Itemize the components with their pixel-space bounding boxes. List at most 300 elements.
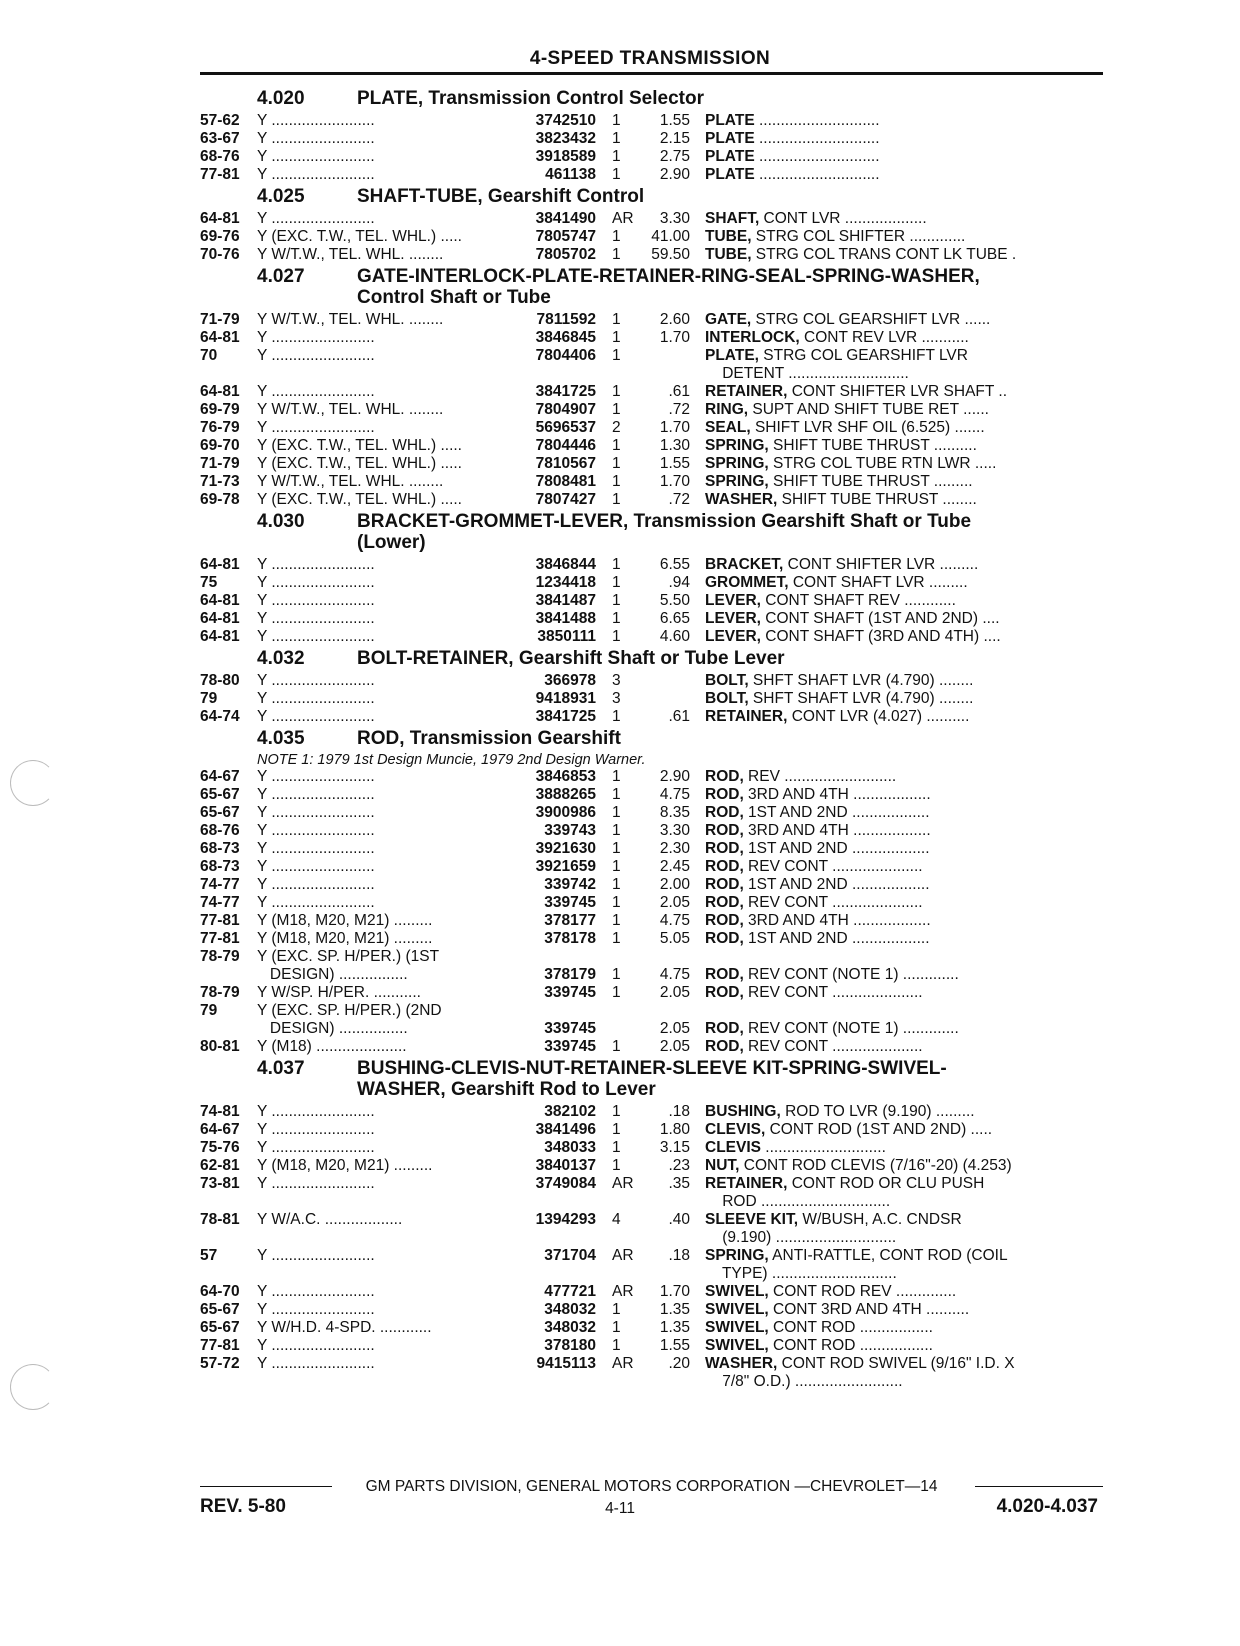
footer-page-number: 4-11 xyxy=(605,1500,635,1517)
description-text: SHFT SHAFT LVR (4.790) ........ xyxy=(748,690,974,707)
part-number: 339745 xyxy=(544,984,596,1001)
price: 2.05 xyxy=(659,894,690,911)
section-title: ROD, Transmission Gearshift xyxy=(357,728,621,749)
application: Y W/T.W., TEL. WHL. ........ xyxy=(257,311,444,328)
parts-row xyxy=(200,1002,1105,1020)
section-header xyxy=(200,88,1105,109)
description-text: CONT SHIFTER LVR SHAFT .. xyxy=(787,383,1008,400)
description xyxy=(690,383,1050,401)
description xyxy=(690,311,1050,329)
description xyxy=(690,930,1050,948)
parts-row xyxy=(200,228,1105,246)
description-text: REV CONT ..................... xyxy=(743,894,923,911)
part-number: 477721 xyxy=(544,1283,596,1300)
quantity xyxy=(596,365,636,383)
part-number: 3840137 xyxy=(535,1157,596,1174)
part-number: 1234418 xyxy=(535,574,596,591)
model-years xyxy=(200,1373,257,1391)
model-years: 79 xyxy=(200,690,218,707)
description xyxy=(690,1038,1050,1056)
description-text: CONT SHAFT REV ............ xyxy=(760,592,956,609)
model-years: 71-73 xyxy=(200,473,240,490)
parts-row xyxy=(200,401,1105,419)
model-years xyxy=(200,1020,257,1038)
description-text: ROD TO LVR (9.190) ......... xyxy=(780,1103,975,1120)
part-number: 378178 xyxy=(544,930,596,947)
price: .20 xyxy=(668,1355,690,1372)
model-years: 64-81 xyxy=(200,592,240,609)
section-number: 4.030 xyxy=(257,511,305,532)
description-text: ............................ xyxy=(760,1139,886,1156)
application xyxy=(257,1193,510,1211)
part-number: 3742510 xyxy=(535,112,596,129)
application: Y W/A.C. .................. xyxy=(257,1211,403,1228)
price: .23 xyxy=(668,1157,690,1174)
description-text: SHFT SHAFT LVR (4.790) ........ xyxy=(748,672,974,689)
part-number: 3749084 xyxy=(535,1175,596,1192)
part-number xyxy=(510,1265,596,1283)
description-noun: PLATE xyxy=(705,112,755,129)
description-noun: SHAFT, xyxy=(705,210,760,227)
description xyxy=(690,166,1050,184)
parts-row xyxy=(200,556,1105,574)
description-text: CONT ROD ................. xyxy=(768,1319,933,1336)
quantity: 1 xyxy=(612,840,621,857)
part-number: 7804406 xyxy=(535,347,596,364)
quantity: 1 xyxy=(612,347,621,364)
application: Y (M18) ..................... xyxy=(257,1038,407,1055)
description xyxy=(690,840,1050,858)
parts-row xyxy=(200,786,1105,804)
model-years xyxy=(200,1265,257,1283)
quantity: 1 xyxy=(612,804,621,821)
description xyxy=(690,1301,1050,1319)
parts-row xyxy=(200,1175,1105,1193)
price xyxy=(636,1002,690,1020)
part-number: 3841496 xyxy=(535,1121,596,1138)
section-title: SHAFT-TUBE, Gearshift Control xyxy=(357,186,645,207)
application: Y ........................ xyxy=(257,858,375,875)
parts-row xyxy=(200,966,1105,984)
part-number: 3841725 xyxy=(535,708,596,725)
parts-row xyxy=(200,1355,1105,1373)
page-title: 4-SPEED TRANSMISSION xyxy=(529,48,771,69)
application xyxy=(257,1229,510,1247)
price: 1.30 xyxy=(659,437,690,454)
price: 1.35 xyxy=(659,1319,690,1336)
application: Y ........................ xyxy=(257,148,375,165)
model-years: 64-70 xyxy=(200,1283,240,1300)
part-number: 3846845 xyxy=(535,329,596,346)
description-text: REV CONT (NOTE 1) ............. xyxy=(743,966,959,983)
quantity: 1 xyxy=(612,148,621,165)
price: 2.45 xyxy=(659,858,690,875)
model-years: 62-81 xyxy=(200,1157,240,1174)
model-years: 75 xyxy=(200,574,218,591)
application: Y ........................ xyxy=(257,672,375,689)
description xyxy=(690,437,1050,455)
model-years: 64-67 xyxy=(200,1121,240,1138)
section-number: 4.032 xyxy=(257,648,305,669)
part-number: 339745 xyxy=(544,1038,596,1055)
description xyxy=(690,1373,1050,1391)
description-text: ROD .............................. xyxy=(705,1193,891,1210)
parts-row xyxy=(200,347,1105,365)
part-number: 7810567 xyxy=(535,455,596,472)
description xyxy=(690,1002,1050,1020)
price xyxy=(636,365,690,383)
description-text: STRG COL TUBE RTN LWR ..... xyxy=(768,455,997,472)
description-text: CONT LVR (4.027) .......... xyxy=(787,708,970,725)
part-number: 5696537 xyxy=(535,419,596,436)
description-text: 3RD AND 4TH .................. xyxy=(743,786,931,803)
description xyxy=(690,690,1050,708)
section-note: NOTE 1: 1979 1st Design Muncie, 1979 2nd Design Warner. xyxy=(257,752,646,768)
description-text: STRG COL GEARSHIFT LVR ...... xyxy=(751,311,991,328)
description-noun: ROD, xyxy=(705,858,744,875)
quantity: 1 xyxy=(612,1121,621,1138)
description xyxy=(690,592,1050,610)
application: Y ........................ xyxy=(257,708,375,725)
description-text: SUPT AND SHIFT TUBE RET ...... xyxy=(748,401,989,418)
model-years: 64-81 xyxy=(200,610,240,627)
parts-row xyxy=(200,329,1105,347)
application: Y W/H.D. 4-SPD. ............ xyxy=(257,1319,432,1336)
model-years: 65-67 xyxy=(200,804,240,821)
price: 41.00 xyxy=(651,228,690,245)
quantity: AR xyxy=(612,1175,634,1192)
price: 1.55 xyxy=(659,455,690,472)
description xyxy=(690,112,1050,130)
description xyxy=(690,858,1050,876)
application: DESIGN) ................ xyxy=(257,966,408,983)
description-noun: INTERLOCK, xyxy=(705,329,800,346)
description-noun: BUSHING, xyxy=(705,1103,781,1120)
description-text: 7/8" O.D.) ......................... xyxy=(705,1373,903,1390)
model-years xyxy=(200,1193,257,1211)
application: Y W/T.W., TEL. WHL. ........ xyxy=(257,401,444,418)
part-number: 7804446 xyxy=(535,437,596,454)
price: 2.05 xyxy=(659,1038,690,1055)
description xyxy=(690,574,1050,592)
description-noun: LEVER, xyxy=(705,628,761,645)
part-number: 3921659 xyxy=(535,858,596,875)
description-noun: SWIVEL, xyxy=(705,1301,769,1318)
description-noun: SPRING, xyxy=(705,437,769,454)
parts-row xyxy=(200,894,1105,912)
quantity: AR xyxy=(612,1283,634,1300)
application: Y ........................ xyxy=(257,329,375,346)
description-text: ANTI-RATTLE, CONT ROD (COIL xyxy=(768,1247,1008,1264)
application xyxy=(257,1373,510,1391)
application: Y (EXC. T.W., TEL. WHL.) ..... xyxy=(257,491,462,508)
quantity: 1 xyxy=(612,1038,621,1055)
parts-row xyxy=(200,592,1105,610)
part-number: 7811592 xyxy=(536,311,596,328)
description-text: SHIFT LVR SHF OIL (6.525) ....... xyxy=(750,419,985,436)
quantity: 1 xyxy=(612,329,621,346)
application: Y ........................ xyxy=(257,574,375,591)
description-noun: RETAINER, xyxy=(705,383,788,400)
model-years: 69-78 xyxy=(200,491,240,508)
price: 2.60 xyxy=(659,311,690,328)
section-number: 4.027 xyxy=(257,266,305,287)
quantity xyxy=(596,1265,636,1283)
part-number: 3900986 xyxy=(535,804,596,821)
parts-row xyxy=(200,628,1105,646)
description xyxy=(690,804,1050,822)
parts-row xyxy=(200,311,1105,329)
application: Y ........................ xyxy=(257,610,375,627)
description-text: CONT ROD REV .............. xyxy=(768,1283,957,1300)
model-years: 65-67 xyxy=(200,1319,240,1336)
description-noun: ROD, xyxy=(705,894,744,911)
description-text: 1ST AND 2ND .................. xyxy=(743,840,930,857)
model-years xyxy=(200,1229,257,1247)
description-noun: RETAINER, xyxy=(705,1175,788,1192)
part-number: 9418931 xyxy=(535,690,596,707)
model-years: 78-80 xyxy=(200,672,240,689)
model-years: 71-79 xyxy=(200,455,240,472)
section-title: PLATE, Transmission Control Selector xyxy=(357,88,704,109)
price: 2.05 xyxy=(659,1020,690,1037)
part-number: 382102 xyxy=(544,1103,596,1120)
quantity: 1 xyxy=(612,455,621,472)
quantity: 1 xyxy=(612,1157,621,1174)
model-years: 57-62 xyxy=(200,112,240,129)
price: 3.15 xyxy=(659,1139,690,1156)
model-years: 68-73 xyxy=(200,858,240,875)
section-title: GATE-INTERLOCK-PLATE-RETAINER-RING-SEAL-SPRING-WASHER, Control Shaft or Tube xyxy=(357,266,980,308)
part-number: 7805747 xyxy=(535,228,596,245)
price xyxy=(636,1373,690,1391)
description-text: W/BUSH, A.C. CNDSR xyxy=(798,1211,962,1228)
part-number xyxy=(510,948,596,966)
footer-publisher: GM PARTS DIVISION, GENERAL MOTORS CORPORATION —CHEVROLET—14 xyxy=(365,1478,938,1495)
price: .61 xyxy=(668,708,690,725)
model-years: 68-73 xyxy=(200,840,240,857)
description-noun: SWIVEL, xyxy=(705,1319,769,1336)
footer-revision: REV. 5-80 xyxy=(200,1496,286,1517)
parts-row xyxy=(200,984,1105,1002)
parts-row xyxy=(200,1211,1105,1229)
part-number: 3921630 xyxy=(535,840,596,857)
part-number: 3841487 xyxy=(535,592,596,609)
description-text: CONT ROD CLEVIS (7/16"-20) (4.253) xyxy=(739,1157,1012,1174)
price: 2.90 xyxy=(659,166,690,183)
model-years: 75-76 xyxy=(200,1139,240,1156)
description-noun: RETAINER, xyxy=(705,708,788,725)
description xyxy=(690,347,1050,365)
description-noun: SPRING, xyxy=(705,455,769,472)
header-rule xyxy=(200,72,1103,75)
description xyxy=(690,246,1050,264)
price: 4.60 xyxy=(659,628,690,645)
quantity: 1 xyxy=(612,1139,621,1156)
parts-row xyxy=(200,1157,1105,1175)
parts-row xyxy=(200,246,1105,264)
price: 3.30 xyxy=(659,210,690,227)
part-number: 3888265 xyxy=(535,786,596,803)
price: .72 xyxy=(668,401,690,418)
description-noun: NUT, xyxy=(705,1157,740,1174)
model-years: 70 xyxy=(200,347,218,364)
parts-row xyxy=(200,365,1105,383)
description-text: (9.190) ............................ xyxy=(705,1229,897,1246)
model-years: 69-76 xyxy=(200,228,240,245)
punch-hole-mark xyxy=(10,760,56,806)
quantity xyxy=(596,1002,636,1020)
price: 59.50 xyxy=(651,246,690,263)
description-noun: WASHER, xyxy=(705,491,778,508)
model-years xyxy=(200,365,257,383)
part-number: 3918589 xyxy=(535,148,596,165)
description xyxy=(690,1319,1050,1337)
price: 2.30 xyxy=(659,840,690,857)
application xyxy=(257,1265,510,1283)
price: 1.80 xyxy=(659,1121,690,1138)
description xyxy=(690,210,1050,228)
application xyxy=(257,365,510,383)
model-years: 68-76 xyxy=(200,148,240,165)
quantity: 1 xyxy=(612,592,621,609)
description xyxy=(690,491,1050,509)
model-years: 64-81 xyxy=(200,556,240,573)
model-years: 64-67 xyxy=(200,768,240,785)
parts-row xyxy=(200,912,1105,930)
application: Y ........................ xyxy=(257,383,375,400)
application: Y ........................ xyxy=(257,592,375,609)
parts-row xyxy=(200,876,1105,894)
description-noun: ROD, xyxy=(705,1020,744,1037)
parts-row xyxy=(200,1337,1105,1355)
application: Y ........................ xyxy=(257,768,375,785)
application: Y ........................ xyxy=(257,1301,375,1318)
parts-row xyxy=(200,1020,1105,1038)
description-noun: BOLT, xyxy=(705,672,749,689)
description-text: 1ST AND 2ND .................. xyxy=(743,930,930,947)
description xyxy=(690,148,1050,166)
quantity: 1 xyxy=(612,246,621,263)
price: 6.65 xyxy=(659,610,690,627)
parts-row xyxy=(200,948,1105,966)
parts-row xyxy=(200,1373,1105,1391)
price: 2.75 xyxy=(659,148,690,165)
description-noun: ROD, xyxy=(705,840,744,857)
part-number: 461138 xyxy=(545,166,596,183)
description-noun: BOLT, xyxy=(705,690,749,707)
description-noun: ROD, xyxy=(705,966,744,983)
description xyxy=(690,672,1050,690)
application: Y ........................ xyxy=(257,822,375,839)
application: Y ........................ xyxy=(257,1139,375,1156)
section-header xyxy=(200,511,1105,553)
quantity: 3 xyxy=(612,690,621,707)
section-number: 4.025 xyxy=(257,186,305,207)
application: Y ........................ xyxy=(257,166,375,183)
quantity: 1 xyxy=(612,473,621,490)
price: 5.50 xyxy=(659,592,690,609)
model-years: 70-76 xyxy=(200,246,240,263)
description-text: CONT 3RD AND 4TH .......... xyxy=(768,1301,970,1318)
description-text: CONT REV LVR ........... xyxy=(799,329,969,346)
application: Y ........................ xyxy=(257,840,375,857)
description-noun: TUBE, xyxy=(705,246,752,263)
quantity: 1 xyxy=(612,768,621,785)
description xyxy=(690,912,1050,930)
description-noun: LEVER, xyxy=(705,610,761,627)
quantity: AR xyxy=(612,1247,634,1264)
quantity: 1 xyxy=(612,1319,621,1336)
parts-row xyxy=(200,708,1105,726)
application: Y ........................ xyxy=(257,1103,375,1120)
description-noun: SEAL, xyxy=(705,419,751,436)
price: 2.15 xyxy=(659,130,690,147)
parts-row xyxy=(200,840,1105,858)
parts-row xyxy=(200,1139,1105,1157)
application: Y ........................ xyxy=(257,1247,375,1264)
application: Y (EXC. T.W., TEL. WHL.) ..... xyxy=(257,455,462,472)
application: Y (M18, M20, M21) ......... xyxy=(257,1157,433,1174)
application: Y ........................ xyxy=(257,1355,375,1372)
parts-row xyxy=(200,822,1105,840)
quantity: 1 xyxy=(612,130,621,147)
application: Y (EXC. T.W., TEL. WHL.) ..... xyxy=(257,437,462,454)
part-number xyxy=(510,1229,596,1247)
description-noun: WASHER, xyxy=(705,1355,778,1372)
description-text: REV .......................... xyxy=(743,768,897,785)
application: Y (EXC. SP. H/PER.) (2ND xyxy=(257,1002,442,1019)
punch-hole-mark xyxy=(10,1364,56,1410)
application: Y ........................ xyxy=(257,556,375,573)
application: Y ........................ xyxy=(257,1175,375,1192)
price xyxy=(636,1193,690,1211)
description xyxy=(690,1247,1050,1265)
quantity: 1 xyxy=(612,708,621,725)
part-number: 348032 xyxy=(544,1301,596,1318)
description xyxy=(690,948,1050,966)
application: Y ........................ xyxy=(257,1337,375,1354)
section-header xyxy=(200,648,1105,669)
price xyxy=(636,347,690,365)
description-text: ............................ xyxy=(754,148,880,165)
part-number: 3823432 xyxy=(535,130,596,147)
description-text: 3RD AND 4TH .................. xyxy=(743,822,931,839)
quantity xyxy=(596,1229,636,1247)
description-noun: SPRING, xyxy=(705,473,769,490)
section-number: 4.037 xyxy=(257,1058,305,1079)
quantity: 2 xyxy=(612,419,621,436)
part-number: 7807427 xyxy=(535,491,596,508)
parts-row xyxy=(200,930,1105,948)
parts-row xyxy=(200,574,1105,592)
part-number: 7804907 xyxy=(535,401,596,418)
model-years: 71-79 xyxy=(200,311,240,328)
quantity: 1 xyxy=(612,858,621,875)
part-number xyxy=(510,365,596,383)
parts-row xyxy=(200,1229,1105,1247)
section-header xyxy=(200,728,1105,749)
model-years: 76-79 xyxy=(200,419,240,436)
model-years: 69-79 xyxy=(200,401,240,418)
application: Y ........................ xyxy=(257,130,375,147)
description xyxy=(690,1020,1050,1038)
description xyxy=(690,329,1050,347)
application: Y ........................ xyxy=(257,1283,375,1300)
quantity: 1 xyxy=(612,966,621,983)
price xyxy=(636,1265,690,1283)
description xyxy=(690,822,1050,840)
